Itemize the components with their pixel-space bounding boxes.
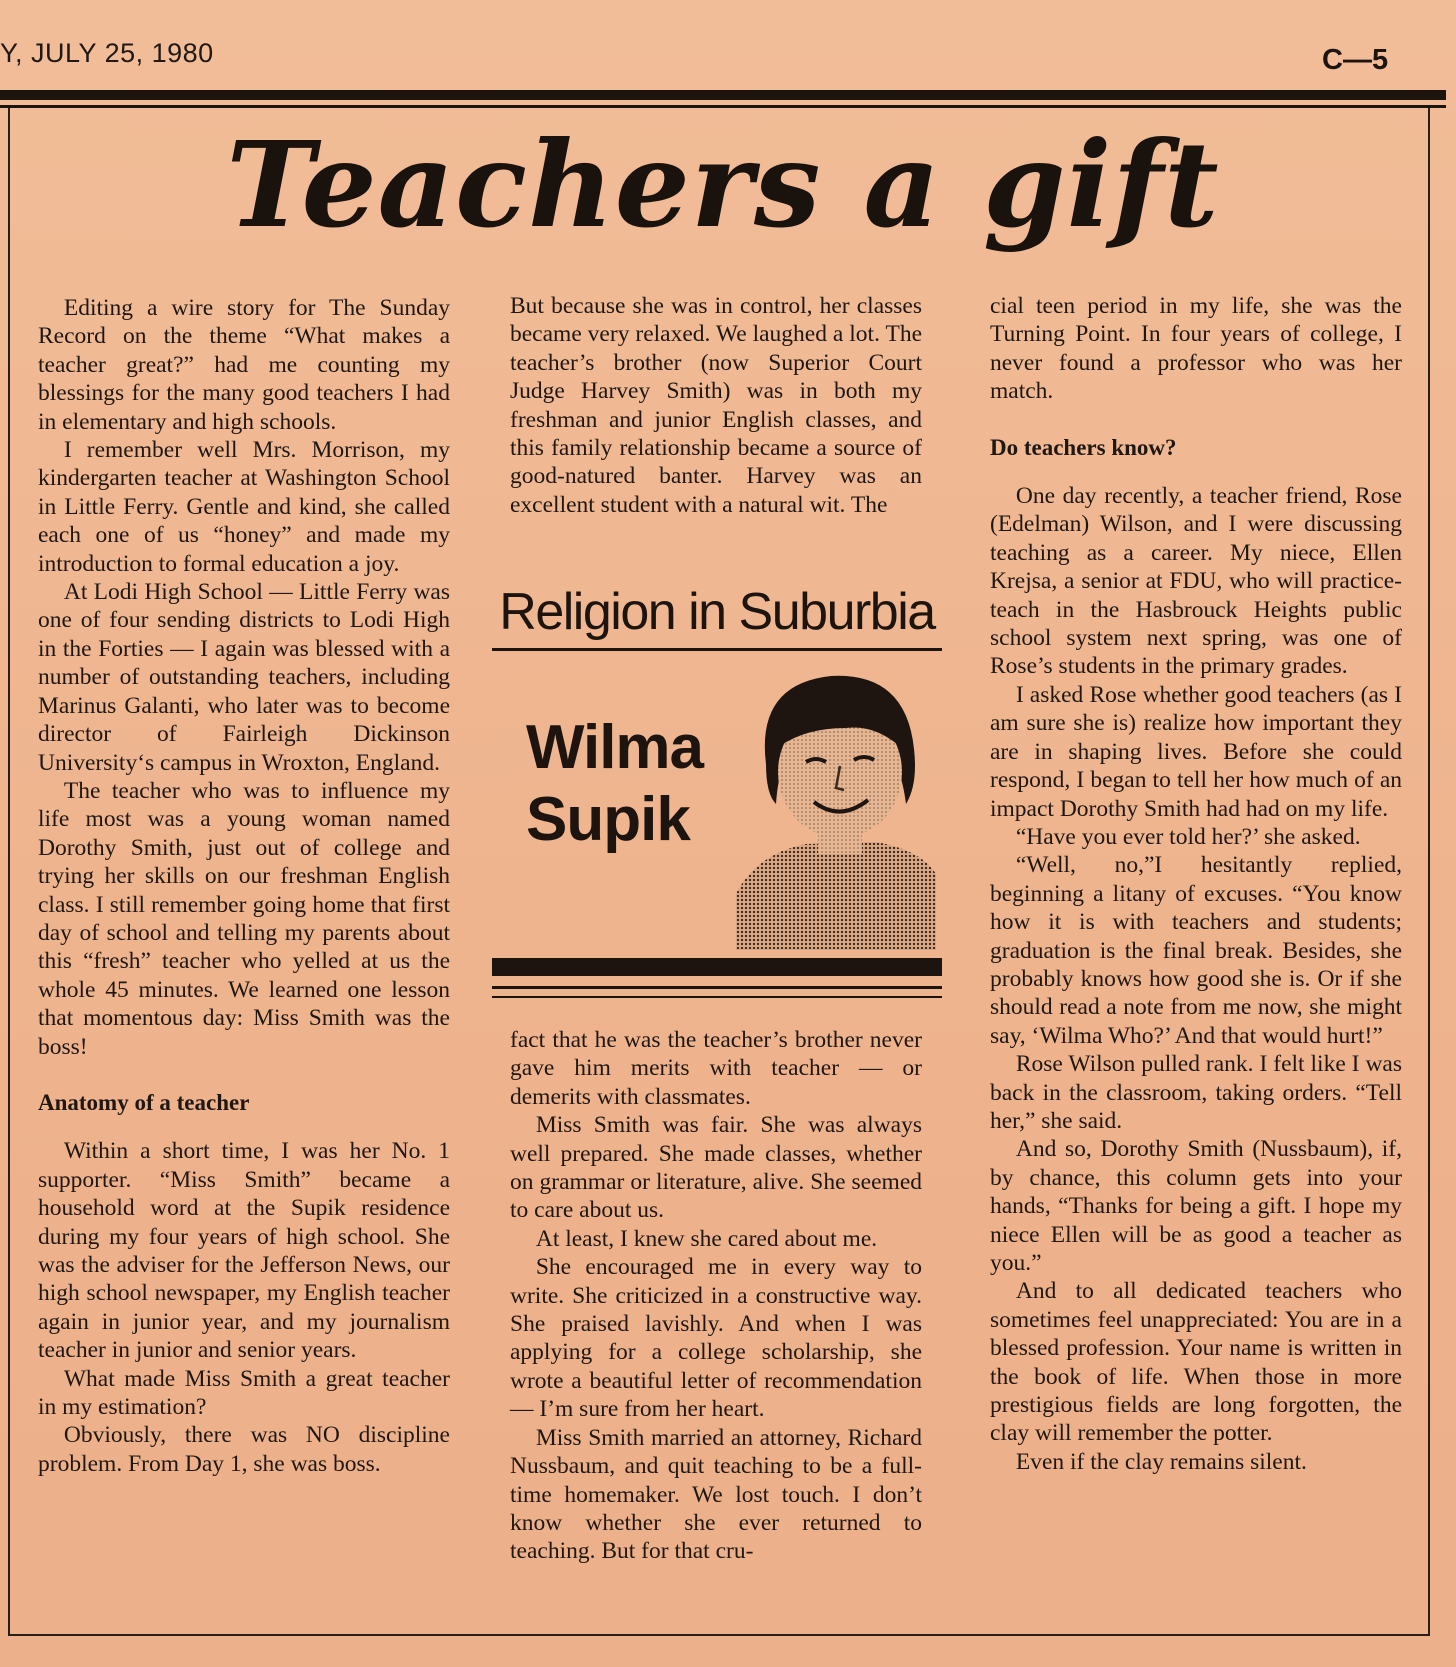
paragraph: And so, Dorothy Smith (Nussbaum), if, by chance, this column gets into your hands, “Thanks for being a gift. I hope my niece Ellen will be as good a teacher as you.” bbox=[990, 1136, 1402, 1276]
paragraph: She encouraged me in every way to write. She criticized in a constructive way. She praised lavishly. And when I was applying for a college scholarship, she wrote a beautiful letter of recommendation — I’m sure from her heart. bbox=[510, 1254, 922, 1423]
frame-left bbox=[8, 108, 10, 1636]
paragraph: What made Miss Smith a great teacher in my estimation? bbox=[38, 1365, 450, 1421]
frame-bottom bbox=[8, 1634, 1430, 1636]
subhead-do-teachers-know: Do teachers know? bbox=[990, 434, 1177, 460]
paragraph: Even if the clay remains silent. bbox=[1015, 1448, 1307, 1475]
paragraph: I remember well Mrs. Morrison, my kindergarten teacher at Washington School in Little Ferry. Gentle and kind, she called each one of us “honey” and made my introduction to formal education a joy. bbox=[38, 437, 450, 577]
author-portrait-image bbox=[736, 654, 936, 950]
paragraph: One day recently, a teacher friend, Rose (Edelman) Wilson, and I were discussing teaching as a career. My niece, Ellen Krejsa, a senior at FDU, who will practice-teach in the Hasbrouck Heights public school system next spring, was one of Rose’s students in the primary grades. bbox=[990, 483, 1402, 680]
column-2-top bbox=[510, 292, 922, 519]
paragraph: fact that he was the teacher’s brother never gave him merits with teacher — or demerits with classmates. bbox=[510, 1027, 922, 1110]
paragraph: The teacher who was to influence my life most was a young woman named Dorothy Smith, just out of college and trying her skills on our freshman English class. I still remember going home that first day of school and telling my parents about this “fresh” teacher who yelled at us the whole 45 minutes. We learned one lesson that momentous day: Miss Smith was the boss! bbox=[38, 777, 450, 1060]
column-box-rule bbox=[492, 648, 942, 651]
column-box-rule bbox=[492, 996, 942, 998]
column-logo-box bbox=[492, 582, 942, 1002]
column-3 bbox=[990, 292, 1402, 1476]
paragraph: At least, I knew she cared about me. bbox=[535, 1225, 878, 1252]
subhead-anatomy: Anatomy of a teacher bbox=[38, 1089, 250, 1115]
column-1 bbox=[38, 294, 450, 1478]
column-box-rule bbox=[492, 986, 942, 989]
paragraph: Rose Wilson pulled rank. I felt like I was back in the classroom, taking orders. “Tell her,” she said. bbox=[990, 1051, 1402, 1134]
paragraph: At Lodi High School — Little Ferry was one of four sending districts to Lodi High in the Forties — I again was blessed with a number of outstanding teachers, including Marinus Galanti, who later was to become director of Fairleigh Dickinson University‘s campus in Wroxton, England. bbox=[38, 579, 450, 776]
frame-right bbox=[1428, 108, 1430, 1636]
header-date: Y, JULY 25, 1980 bbox=[0, 38, 214, 68]
headline: Teachers a gift bbox=[226, 115, 1220, 254]
paragraph: And to all dedicated teachers who sometimes feel unappreciated: You are in a blessed profession. Your name is written in the book of life. When those in more prestigious fields are long forgotten, the clay will remember the potter. bbox=[990, 1278, 1402, 1447]
paragraph: Obviously, there was NO discipline problem. From Day 1, she was boss. bbox=[38, 1422, 450, 1477]
author-first-name: Wilma bbox=[526, 713, 704, 782]
column-name: Religion in Suburbia bbox=[499, 583, 935, 641]
paragraph: Miss Smith was fair. She was always well prepared. She made classes, whether on grammar or literature, alive. She seemed to care about us. bbox=[510, 1112, 922, 1224]
column-2-bottom bbox=[510, 1026, 922, 1566]
paragraph: cial teen period in my life, she was the Turning Point. In four years of college, I never found a professor who was her match. bbox=[990, 293, 1402, 405]
page-number: C—5 bbox=[1322, 44, 1389, 76]
paragraph: Editing a wire story for The Sunday Record on the theme “What makes a teacher great?” had me counting my blessings for the many good teachers I had in elementary and high schools. bbox=[38, 295, 450, 435]
paragraph: “Have you ever told her?’ she asked. bbox=[1015, 823, 1361, 850]
paragraph: “Well, no,”I hesitantly replied, beginning a litany of excuses. “You know how it is with teachers and students; graduation is the final break. Besides, she probably knows how good she is. Or if she should read a note from me now, she might say, ‘Wilma Who?’ And that would hurt!” bbox=[990, 852, 1402, 1049]
paragraph: But because she was in control, her classes became very relaxed. We laughed a lot. The teacher’s brother (now Superior Court Judge Harvey Smith) was in both my freshman and junior English classes, and this family relationship became a source of good-natured banter. Harvey was an excellent student with a natural wit. The bbox=[510, 293, 922, 518]
paragraph: Within a short time, I was her No. 1 supporter. “Miss Smith” became a household word at the Supik residence during my four years of high school. She was the adviser for the Jefferson News, our high school newspaper, my English teacher again in junior year, and my journalism teacher in junior and senior years. bbox=[38, 1138, 450, 1364]
header-rule-thick bbox=[0, 90, 1446, 100]
author-byline bbox=[526, 712, 703, 856]
author-last-name: Supik bbox=[526, 785, 690, 854]
paragraph: I asked Rose whether good teachers (as I am sure she is) realize how important they are in shaping lives. Before she could respond, I began to tell her how much of an impact Dorothy Smith had had on my life. bbox=[990, 681, 1402, 822]
column-box-bar bbox=[492, 958, 942, 976]
paragraph: Miss Smith married an attorney, Richard Nussbaum, and quit teaching to be a full-time homemaker. We lost touch. I don’t know whether she ever returned to teaching. But for that cru- bbox=[510, 1424, 922, 1565]
header-rule-thin bbox=[0, 105, 1446, 108]
